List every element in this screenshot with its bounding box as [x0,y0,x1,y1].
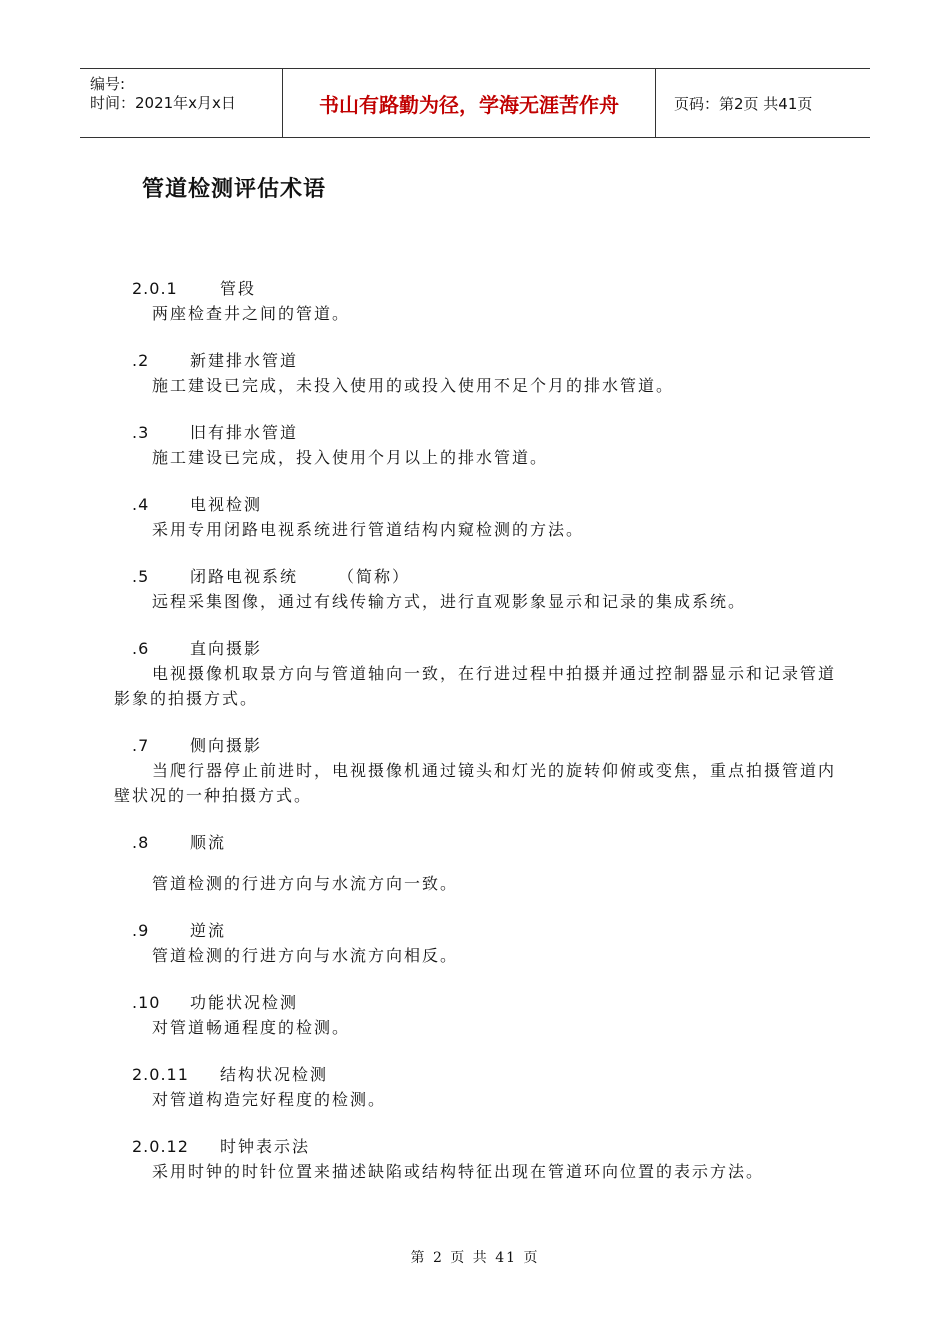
term-name: 侧向摄影 [190,736,263,755]
term-number: .9 [132,921,150,940]
term-number: .5 [132,567,150,586]
term-heading [114,564,844,589]
term-name: 顺流 [190,833,227,852]
term-entry [114,1134,844,1184]
term-definition: 远程采集图像，通过有线传输方式，进行直观影象显示和记录的集成系统。 [152,592,747,611]
term-number: .10 [132,993,161,1012]
term-name: 时钟表示法 [220,1137,311,1156]
term-heading [114,1062,844,1087]
term-heading [114,990,844,1015]
term-abbreviation: （简称） [338,567,411,586]
term-definition: 采用时钟的时针位置来描述缺陷或结构特征出现在管道环向位置的表示方法。 [152,1162,765,1181]
header-page-label [664,69,870,137]
term-heading [114,918,844,943]
term-definition: 当爬行器停止前进时，电视摄像机通过镜头和灯光的旋转仰俯或变焦，重点拍摄管道内壁状况的一种拍摄方式。 [114,761,837,805]
time-label: 时间：2021年x月x日 [90,94,236,112]
term-number: .6 [132,639,150,658]
term-heading [114,276,844,301]
term-definition: 电视摄像机取景方向与管道轴向一致，在行进过程中拍摄并通过控制器显示和记录管道影象的拍摄方式。 [114,664,837,708]
term-list [114,276,844,1206]
term-heading [114,420,844,445]
term-heading [114,733,844,758]
page-label-text: 页码：第2页 共41页 [674,94,813,113]
term-heading [114,636,844,661]
term-entry [114,990,844,1040]
header-left-cell [80,69,280,137]
term-name: 电视检测 [190,495,263,514]
term-name: 逆流 [190,921,227,940]
term-entry [114,733,844,808]
term-entry [114,492,844,542]
term-heading [114,348,844,373]
term-entry [114,636,844,711]
term-heading [114,492,844,517]
term-definition: 管道检测的行进方向与水流方向相反。 [152,946,459,965]
term-number: .7 [132,736,150,755]
term-name: 旧有排水管道 [190,423,299,442]
term-entry [114,420,844,470]
term-definition: 对管道畅通程度的检测。 [152,1018,351,1037]
term-name: 管段 [220,279,257,298]
term-heading [114,830,844,855]
term-number: .3 [132,423,150,442]
term-number: 2.0.11 [132,1065,189,1084]
term-name: 功能状况检测 [190,993,299,1012]
term-name: 闭路电视系统 [190,567,299,586]
term-name: 直向摄影 [190,639,263,658]
term-definition: 施工建设已完成，投入使用个月以上的排水管道。 [152,448,549,467]
term-name: 新建排水管道 [190,351,299,370]
term-number: 2.0.12 [132,1137,189,1156]
term-definition: 对管道构造完好程度的检测。 [152,1090,387,1109]
term-definition: 管道检测的行进方向与水流方向一致。 [152,874,459,893]
term-entry [114,1062,844,1112]
term-number: .8 [132,833,150,852]
term-number: .2 [132,351,150,370]
term-entry [114,348,844,398]
term-entry [114,564,844,614]
term-entry [114,276,844,326]
term-definition: 施工建设已完成，未投入使用的或投入使用不足个月的排水管道。 [152,376,675,395]
page-header [80,68,870,138]
term-name: 结构状况检测 [220,1065,329,1084]
term-definition: 两座检查井之间的管道。 [152,304,351,323]
term-number: 2.0.1 [132,279,178,298]
code-label: 编号: [90,75,126,93]
term-entry [114,918,844,968]
term-heading [114,1134,844,1159]
term-number: .4 [132,495,150,514]
term-definition: 采用专用闭路电视系统进行管道结构内窥检测的方法。 [152,520,585,539]
document-title: 管道检测评估术语 [142,177,327,202]
term-entry [114,830,844,896]
header-motto: 书山有路勤为径，学海无涯苦作舟 [282,69,656,137]
page-footer: 第 2 页 共 41 页 [410,1250,540,1266]
